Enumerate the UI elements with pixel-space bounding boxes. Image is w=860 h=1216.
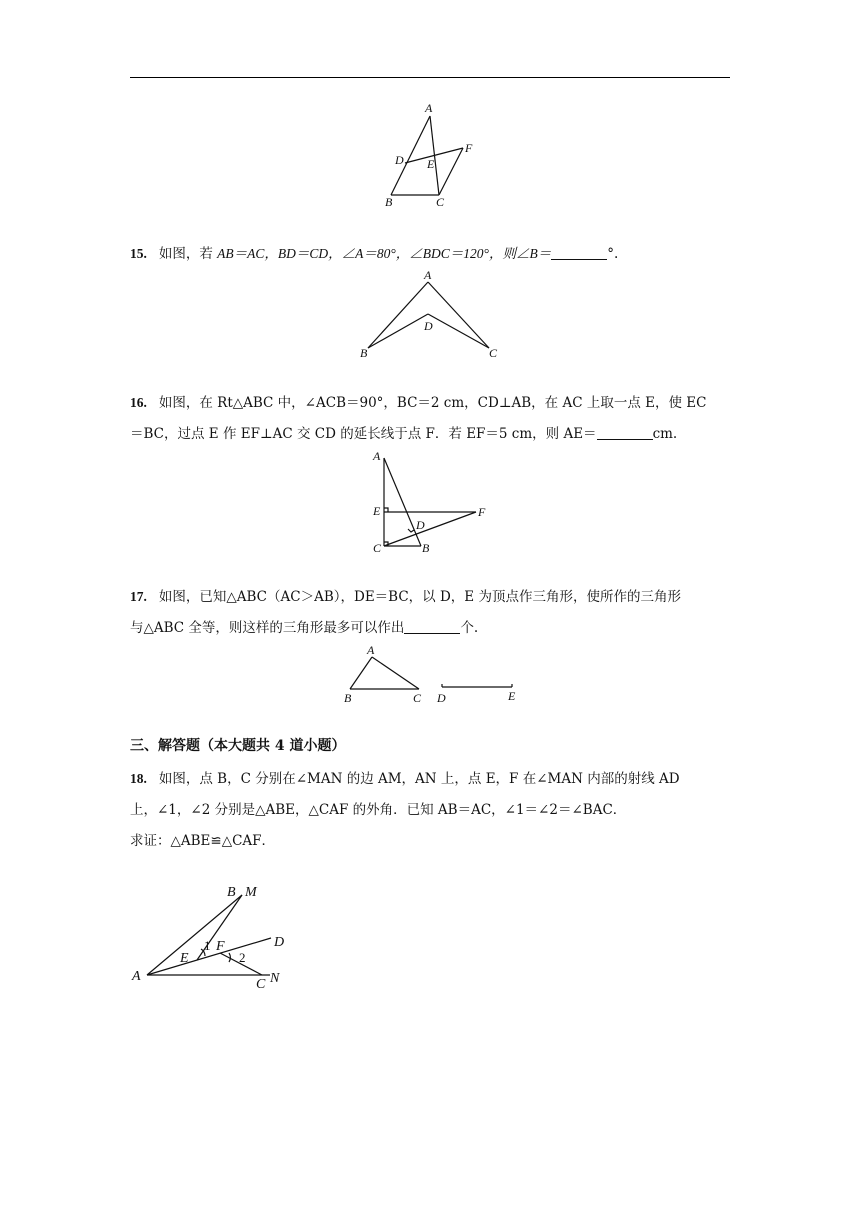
label-E: E [427,157,435,171]
question-15: 15. 如图，若 AB＝AC，BD＝CD，∠A＝80°，∠BDC＝120°，则∠B＝ °. [130,246,619,262]
label-A: A [373,449,381,463]
question-18: 18. 如图，点 B，C 分别在∠MAN 的边 AM，AN 上，点 E，F 在∠MAN 内部的射线 AD 上，∠1，∠2 分别是△ABE，△CAF 的外角．已知 AB＝AC，∠1＝∠2＝∠BAC． 求证：△ABE≌△CAF． [130,771,680,849]
question-16: 16. 如图，在 Rt△ABC 中，∠ACB＝90°，BC＝2 cm，CD⊥AB，在 AC 上取一点 E，使 EC ＝BC，过点 E 作 EF⊥AC 交 CD 的延长线于点 F．若 EF＝5 cm，则 AE＝ cm. [130,395,707,442]
label-F: F [465,141,473,155]
label-D: D [437,691,446,705]
label-angle-2: 2 [239,950,246,965]
label-D: D [274,935,285,950]
label-B: B [227,885,236,900]
label-B: B [344,691,352,705]
label-C: C [256,977,266,992]
label-C: C [489,346,498,360]
label-C: C [436,195,445,209]
label-B: B [385,195,393,209]
label-C: C [373,541,382,555]
label-A: A [424,268,432,282]
figure-q18 [125,880,305,995]
answer-blank-16[interactable] [597,425,653,440]
answer-blank-17[interactable] [404,619,460,634]
label-F: F [216,939,225,954]
section-title: 三、解答题（本大题共 4 道小题） [130,738,346,754]
label-B: B [360,346,368,360]
label-A: A [367,643,375,657]
figure-q17 [340,642,525,707]
header-rule [130,77,730,78]
figure-q15 [355,268,505,363]
label-D: D [424,319,433,333]
label-A: A [425,101,433,115]
label-angle-1: 1 [204,938,211,953]
label-B: B [422,541,430,555]
label-D: D [395,153,404,167]
figure-q16 [370,450,500,560]
label-D: D [416,518,425,532]
question-17: 17. 如图，已知△ABC（AC＞AB），DE＝BC，以 D，E 为顶点作三角形，使所作的三角形 与△ABC 全等，则这样的三角形最多可以作出 个. [130,589,681,636]
label-F: F [478,505,486,519]
figure-q14 [375,100,485,215]
label-E: E [508,689,516,703]
label-A: A [132,969,141,984]
label-E: E [373,504,381,518]
answer-blank-15[interactable] [551,245,607,260]
label-C: C [413,691,422,705]
label-M: M [245,885,257,900]
label-N: N [270,971,280,986]
label-E: E [180,951,189,966]
